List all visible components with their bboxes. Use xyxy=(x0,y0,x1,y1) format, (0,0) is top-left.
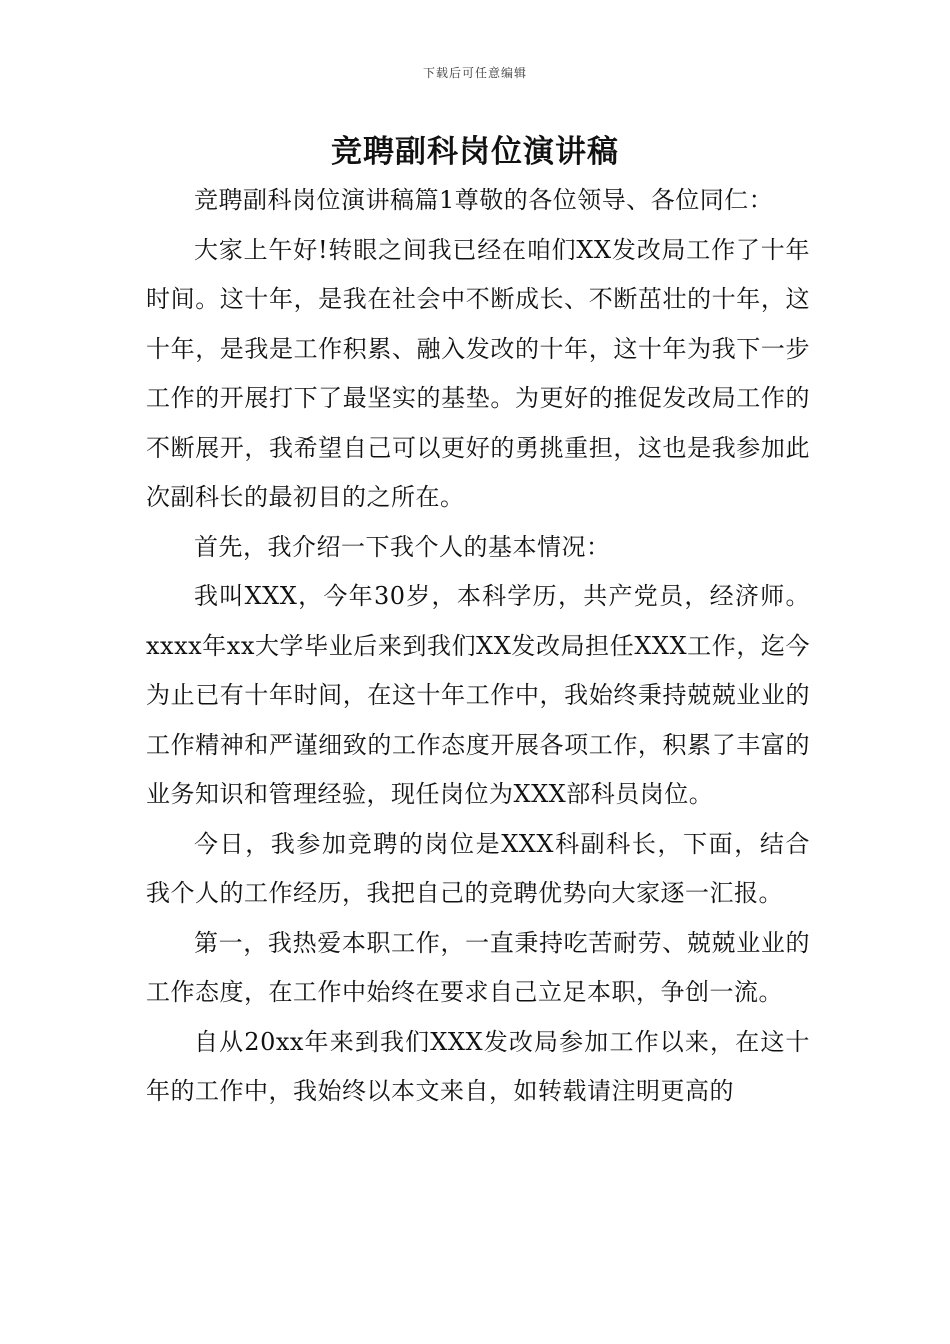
paragraph-basic-info-heading: 首先，我介绍一下我个人的基本情况： xyxy=(194,532,611,561)
header-note: 下载后可任意编辑 xyxy=(422,66,527,80)
paragraph-basic-info: 我叫XXX，今年30岁，本科学历，共产党员，经济师。xxxx年xx大学毕业后来到我们XX发改局担任XXX工作，迄今为止已有十年时间，在这十年工作中，我始终秉持兢兢业业的工作精神和严谨细致的工作态度开展各项工作，积累了丰富的业务知识和管理经验，现任岗位为XXX部科员岗位。 xyxy=(146,582,810,808)
paragraph-experience: 自从20xx年来到我们XXX发改局参加工作以来，在这十年的工作中，我始终以本文来自，如转载请注明更高的 xyxy=(146,1027,810,1105)
document-title: 竞聘副科岗位演讲稿 xyxy=(331,134,619,170)
paragraph-intro: 竞聘副科岗位演讲稿篇1尊敬的各位领导、各位同仁： xyxy=(194,186,774,214)
document-body xyxy=(146,176,810,1117)
paragraph-first-point: 第一，我热爱本职工作，一直秉持吃苦耐劳、兢兢业业的工作态度，在工作中始终在要求自己立足本职，争创一流。 xyxy=(146,928,810,1006)
paragraph-greeting: 大家上午好!转眼之间我已经在咱们XX发改局工作了十年时间。这十年，是我在社会中不断成长、不断茁壮的十年，这十年，是我是工作积累、融入发改的十年，这十年为我下一步工作的开展打下了最坚实的基垫。为更好的推促发改局工作的不断展开，我希望自己可以更好的勇挑重担，这也是我参加此次副科长的最初目的之所在。 xyxy=(146,235,810,511)
paragraph-position: 今日，我参加竞聘的岗位是XXX科副科长，下面，结合我个人的工作经历，我把自己的竞聘优势向大家逐一汇报。 xyxy=(146,829,810,907)
